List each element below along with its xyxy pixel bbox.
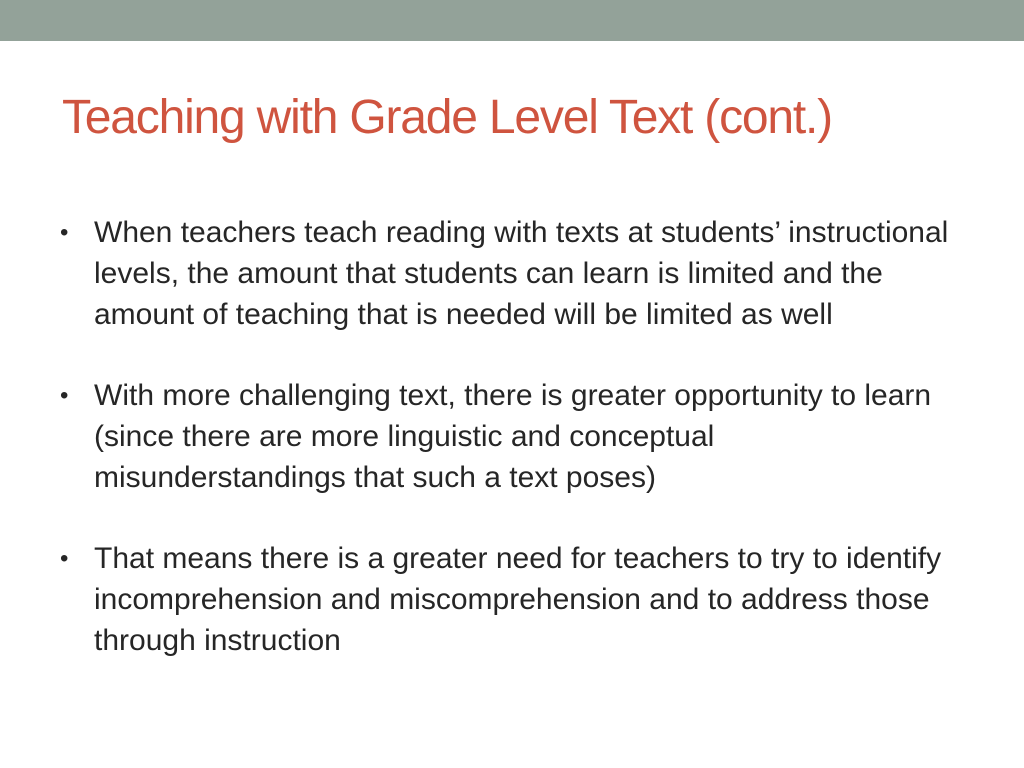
slide-title: Teaching with Grade Level Text (cont.) <box>62 91 832 144</box>
bullet-item <box>60 538 970 661</box>
bullet-text: That means there is a greater need for teachers to try to identify incomprehension and miscomprehension and to address those through instruction <box>94 542 942 657</box>
bullet-text: With more challenging text, there is greater opportunity to learn (since there are more linguistic and conceptual misunderstandings that such a text poses) <box>94 379 932 494</box>
bullet-icon: • <box>60 382 69 409</box>
bullet-icon: • <box>60 219 69 246</box>
bullet-icon: • <box>60 545 69 572</box>
bullet-item <box>60 375 970 498</box>
bullet-list <box>60 212 970 661</box>
bullet-text: When teachers teach reading with texts at students’ instructional levels, the amount that students can learn is limited and the amount of teaching that is needed will be limited as well <box>94 216 949 331</box>
bullet-item <box>60 212 970 335</box>
top-accent-bar <box>0 0 1024 41</box>
